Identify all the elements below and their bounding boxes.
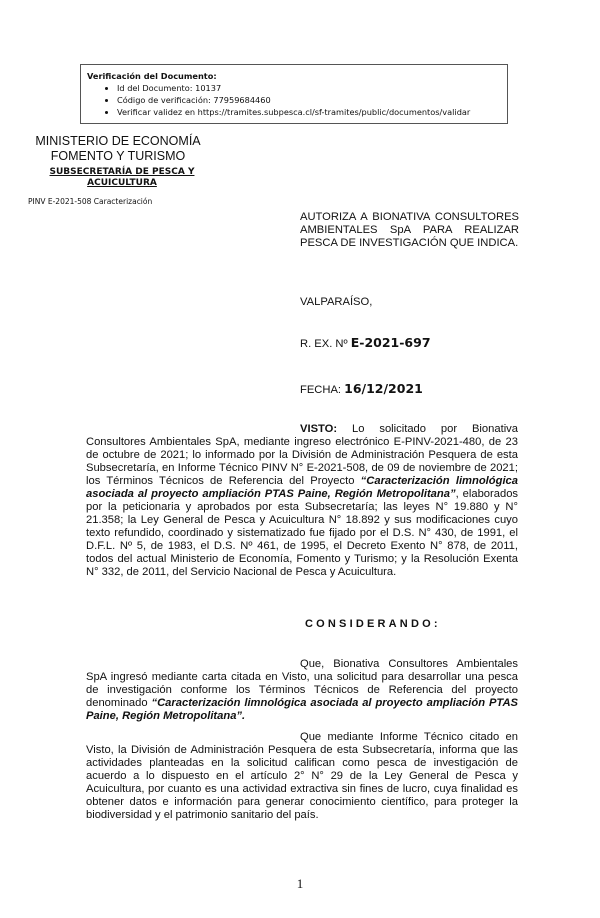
visto-paragraph [86,423,518,579]
visto-text-b: , elaborados por la peticionaria y aprobados por esta Subsecretaría; las leyes N° 19.880 y N° 21.358; la Ley General de Pesca y Acuicultura N° 18.892 y sus modificaciones cuyo texto refundido, coordinado y sistematizado fue fijado por el D.S. N° 430, de 1991, el D.F.L. Nº 5, de 1983, el D.S. Nº 461, de 1995, el Decreto Exento N° 878, de 2011, todos del actual Ministerio de Economía, Fomento y Turismo; y la Resolución Exenta N° 332, de 2011, del Servicio Nacional de Pesca y Acuicultura. [86,488,519,578]
visto-project-title: “Caracterización limnológica asociada al proyecto ampliación PTAS Paine, Región Metropolitana” [86,475,518,500]
reference-code: PINV E-2021-508 Caracterización [28,197,153,206]
considerando-heading: CONSIDERANDO: [305,618,441,630]
subsecretaria-line-2: ACUICULTURA [87,178,157,188]
place-label: VALPARAÍSO, [300,296,373,308]
resolution-date [300,382,423,397]
resolution-label: R. EX. Nº [300,338,348,350]
page-number: 1 [296,876,304,891]
subsecretaria-name [38,167,206,189]
ministry-line-2: FOMENTO Y TURISMO [50,149,186,163]
date-label: FECHA: [300,384,342,396]
verification-box [80,64,508,124]
resolution-number [300,336,431,351]
p1-project-title: “Caracterización limnológica asociada al proyecto ampliación PTAS Paine, Región Metropolitana”. [86,697,518,722]
resolution-value: E-2021-697 [350,335,431,350]
verification-id: • Id del Documento: 10137 [117,82,501,94]
subsecretaria-line-1: SUBSECRETARÍA DE PESCA Y [49,167,195,177]
considerando-paragraph-1 [86,658,518,723]
verification-list [87,82,501,118]
resolution-subject: AUTORIZA A BIONATIVA CONSULTORES AMBIENTALES SpA PARA REALIZAR PESCA DE INVESTIGACIÓN QUE INDICA. [300,211,519,249]
verification-title: Verificación del Documento: [87,71,217,81]
date-value: 16/12/2021 [344,381,423,396]
visto-label: VISTO: [300,423,338,435]
p1-text: Que, Bionativa Consultores Ambientales SpA ingresó mediante carta citada en Visto, una solicitud para desarrollar una pesca de investigación conforme los Términos Técnicos de Referencia del proyecto denominado [86,658,518,709]
verification-url[interactable]: • Verificar validez en https://tramites.subpesca.cl/sf-tramites/public/documentos/validar [117,106,501,118]
considerando-paragraph-2: Que mediante Informe Técnico citado en Visto, la División de Administración Pesquera de esta Subsecretaría, informa que las actividades planteadas en la solicitud califican como pesca de investigación de acuerdo a lo dispuesto en el artículo 2° N° 29 de la Ley General de Pesca y Acuicultura, por cuanto es una actividad extractiva sin fines de lucro, cuya finalidad es obtener datos e información para generar conocimiento científico, para proteger la biodiversidad y el patrimonio sanitario del país. [86,731,518,821]
ministry-line-1: MINISTERIO DE ECONOMÍA [35,134,201,148]
visto-text-a: Lo solicitado por Bionativa Consultores Ambientales SpA, mediante ingreso electrónico E-PINV-2021-480, de 23 de octubre de 2021; lo informado por la División de Administración Pesquera de esta Subsecretaría, en Informe Técnico PINV N° E-2021-508, de 09 de noviembre de 2021; los Términos Técnicos de Referencia del Proyecto [86,423,518,487]
ministry-name [30,134,206,164]
verification-code: • Código de verificación: 77959684460 [117,94,501,106]
